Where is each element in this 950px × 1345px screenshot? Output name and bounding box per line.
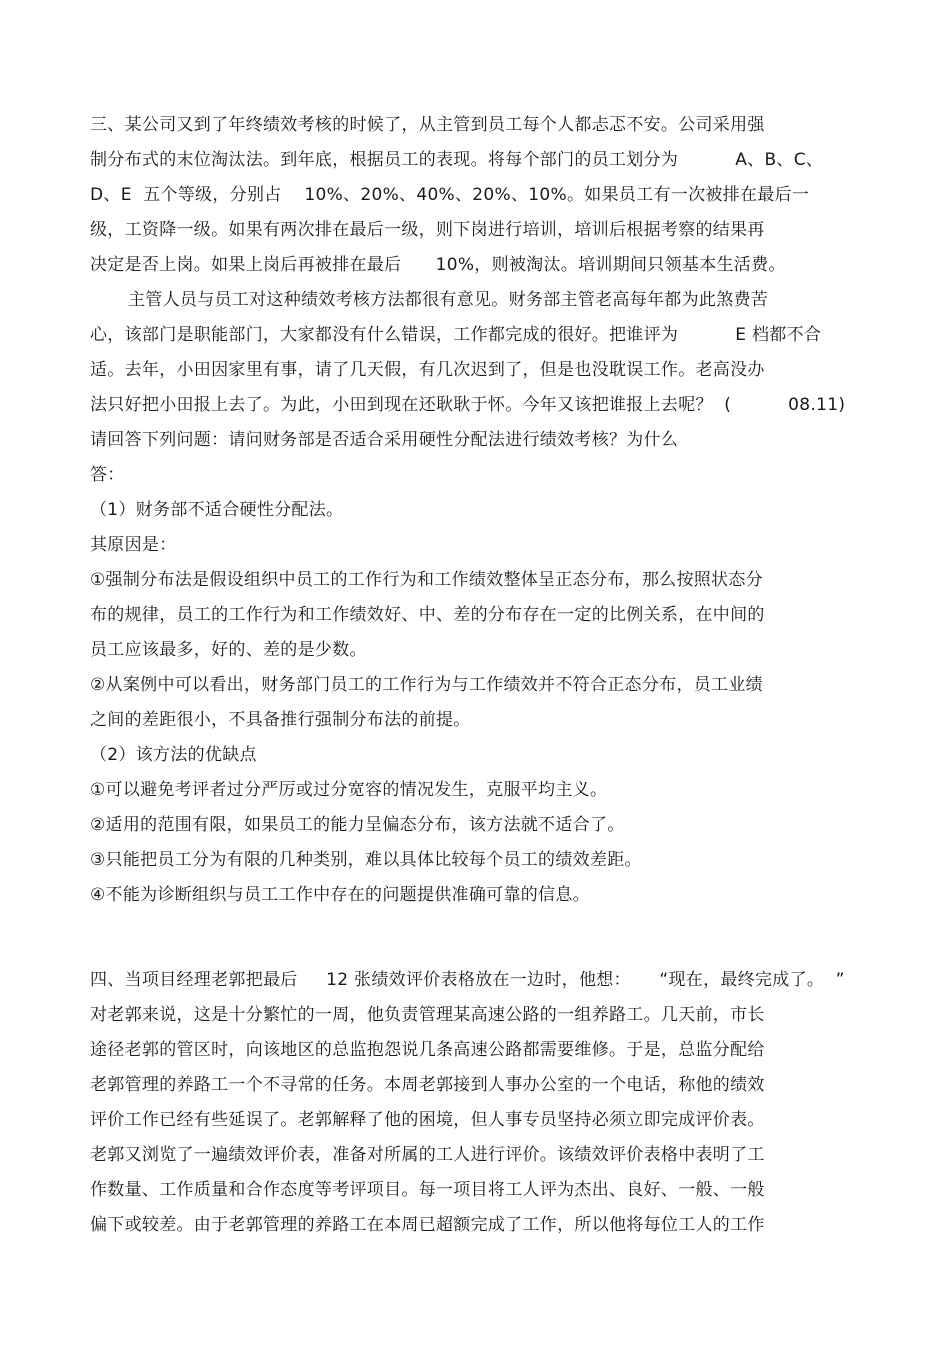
text-line: 评价工作已经有些延误了。老郭解释了他的困境，但人事专员坚持必须立即完成评价表。 xyxy=(90,1110,765,1130)
list-item: ①可以避免考评者过分严厉或过分宽容的情况发生，克服平均主义。 xyxy=(90,780,608,800)
text-line: 老郭又浏览了一遍绩效评价表，准备对所属的工人进行评价。该绩效评价表格中表明了工 xyxy=(90,1145,765,1165)
text-line: 主管人员与员工对这种绩效考核方法都很有意见。财务部主管老高每年都为此煞费苦 xyxy=(128,290,769,310)
text-line: ②从案例中可以看出，财务部门员工的工作行为与工作绩效并不符合正态分布，员工业绩 xyxy=(90,675,763,695)
text-line: 级，工资降一级。如果有两次排在最后一级，则下岗进行培训，培训后根据考察的结果再 xyxy=(90,220,765,240)
answer-point-2: （2）该方法的优缺点 xyxy=(90,745,257,765)
text-line: 之间的差距很小，不具备推行强制分布法的前提。 xyxy=(90,710,471,730)
text-line: 心，该部门是职能部门，大家都没有什么错误，工作都完成的很好。把谁评为 E 档都不合 xyxy=(90,325,822,345)
reason-label: 其原因是： xyxy=(90,535,177,555)
text-line: 制分布式的末位淘汰法。到年底，根据员工的表现。将每个部门的员工划分为 A、B、C、 xyxy=(90,150,824,170)
text-line: 老郭管理的养路工一个不寻常的任务。本周老郭接到人事办公室的一个电话，称他的绩效 xyxy=(90,1075,765,1095)
list-item: ④不能为诊断组织与员工工作中存在的问题提供准确可靠的信息。 xyxy=(90,885,590,905)
text-line: 作数量、工作质量和合作态度等考评项目。每一项目将工人评为杰出、良好、一般、一般 xyxy=(90,1180,765,1200)
answer-point-1: （1）财务部不适合硬性分配法。 xyxy=(90,500,344,520)
answer-label: 答： xyxy=(90,465,125,485)
list-item: ②适用的范围有限，如果员工的能力呈偏态分布，该方法就不适合了。 xyxy=(90,815,625,835)
text-line: 三、某公司又到了年终绩效考核的时候了，从主管到员工每个人都忐忑不安。公司采用强 xyxy=(90,115,765,135)
text-line: 途径老郭的管区时，向该地区的总监抱怨说几条高速公路都需要维修。于是，总监分配给 xyxy=(90,1040,765,1060)
text-line: 四、当项目经理老郭把最后 12 张绩效评价表格放在一边时，他想： “现在，最终完成了。 ” xyxy=(90,970,845,990)
text-line: 适。去年，小田因家里有事，请了几天假，有几次迟到了，但是也没耽误工作。老高没办 xyxy=(90,360,765,380)
text-line: 布的规律，员工的工作行为和工作绩效好、中、差的分布存在一定的比例关系，在中间的 xyxy=(90,605,765,625)
text-line: D、E 五个等级，分别占 10%、20%、40%、20%、10%。如果员工有一次被排在最后一 xyxy=(90,185,810,205)
text-line: ①强制分布法是假设组织中员工的工作行为和工作绩效整体呈正态分布，那么按照状态分 xyxy=(90,570,763,590)
list-item: ③只能把员工分为有限的几种类别，难以具体比较每个员工的绩效差距。 xyxy=(90,850,642,870)
text-line: 法只好把小田报上去了。为此，小田到现在还耿耿于怀。今年又该把谁报上去呢？ ( 08.11) xyxy=(90,395,846,415)
text-line: 员工应该最多，好的、差的是少数。 xyxy=(90,640,367,660)
text-line: 决定是否上岗。如果上岗后再被排在最后 10%，则被淘汰。培训期间只领基本生活费。 xyxy=(90,255,786,275)
question-line: 请回答下列问题：请问财务部是否适合采用硬性分配法进行绩效考核？为什么 xyxy=(90,430,679,450)
text-line: 对老郭来说，这是十分繁忙的一周，他负责管理某高速公路的一组养路工。几天前，市长 xyxy=(90,1005,765,1025)
text-line: 偏下或较差。由于老郭管理的养路工在本周已超额完成了工作，所以他将每位工人的工作 xyxy=(90,1215,765,1235)
